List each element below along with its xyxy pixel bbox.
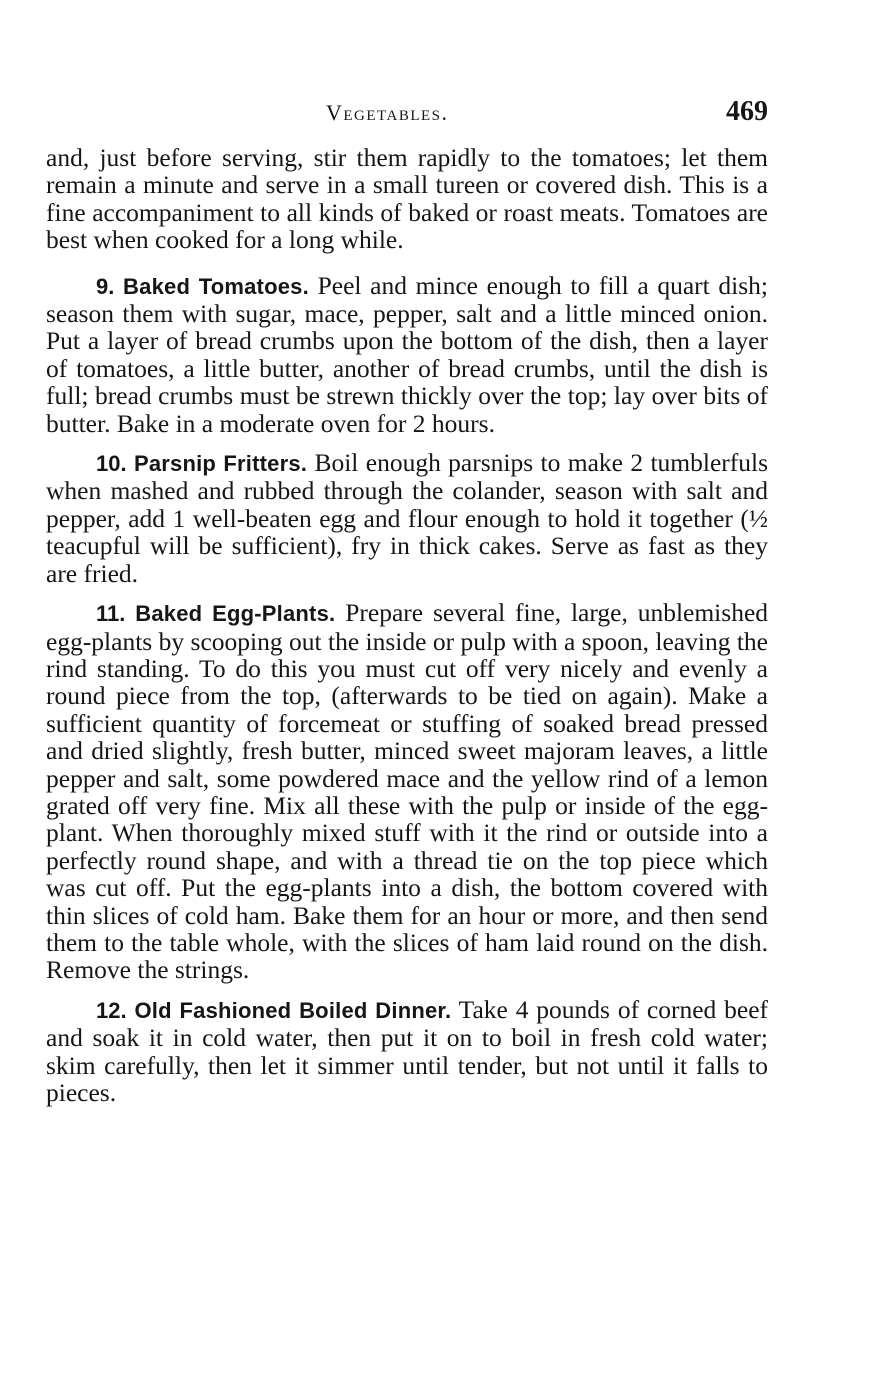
recipe-10 [46, 449, 768, 587]
book-page [46, 92, 768, 1106]
recipe-12 [46, 996, 768, 1107]
recipe-title: Baked Egg-Plants. [135, 601, 336, 627]
recipe-number: 9. [96, 273, 115, 299]
recipe-title: Old Fashioned Boiled Dinner. [134, 997, 452, 1023]
recipe-number: 12. [96, 997, 127, 1023]
recipe-11 [46, 599, 768, 984]
recipe-9 [46, 272, 768, 437]
recipe-body: Take 4 pounds of corned beef and soak it in cold water, then put it on to boil in fresh cold water; skim carefully, then let it simmer until tender, but not until it falls to pieces. [46, 994, 769, 1107]
recipe-body: Boil enough parsnips to make 2 tumblerfuls when mashed and rubbed through the colander, season with salt and pepper, add 1 well-beaten egg and flour enough to hold it together (½ teacupful will be sufficient), fry in thick cakes. Serve as fast as they are fried. [46, 448, 769, 588]
recipe-title: Parsnip Fritters. [133, 451, 308, 477]
page-number: 469 [726, 96, 768, 127]
recipe-title: Baked Tomatoes. [123, 273, 309, 299]
running-head [46, 92, 768, 132]
body-text [46, 144, 768, 1106]
recipe-body: Prepare several fine, large, unblemished egg-plants by scooping out the inside or pulp with a spoon, leaving the rind standing. To do this you must cut off very nicely and evenly a round piece from the top, (afterwards to be tied on again). Make a sufficient quantity of forcemeat or stuffing of soaked bread pressed and dried slightly, fresh butter, minced sweet majoram leaves, a little pepper and salt, some powdered mace and the yellow rind of a lemon grated off very fine. Mix all these with the pulp or inside of the egg-plant. When thoroughly mixed stuff with it the rind or outside into a perfectly round shape, and with a thread tie on the top piece which was cut off. Put the egg-plants into a dish, the bottom covered with thin slices of cold ham. Bake them for an hour or more, and then send them to the table whole, with the slices of ham laid round on the dish. Remove the strings. [46, 598, 769, 985]
recipe-number: 11. [96, 601, 126, 627]
recipe-number: 10. [96, 451, 127, 477]
running-head-title: Vegetables. [326, 100, 449, 125]
continuation-paragraph: and, just before serving, stir them rapidly to the tomatoes; let them remain a minute and serve in a small tureen or covered dish. This is a fine accompaniment to all kinds of baked or roast meats. Tomatoes are best when cooked for a long while. [46, 143, 768, 255]
recipe-body: Peel and mince enough to fill a quart dish; season them with sugar, mace, pepper, salt and a little minced onion. Put a layer of bread crumbs upon the bottom of the dish, then a layer of tomatoes, a little butter, another of bread crumbs, until the dish is full; bread crumbs must be strewn thickly over the top; lay over bits of butter. Bake in a moderate oven for 2 hours. [46, 270, 769, 438]
